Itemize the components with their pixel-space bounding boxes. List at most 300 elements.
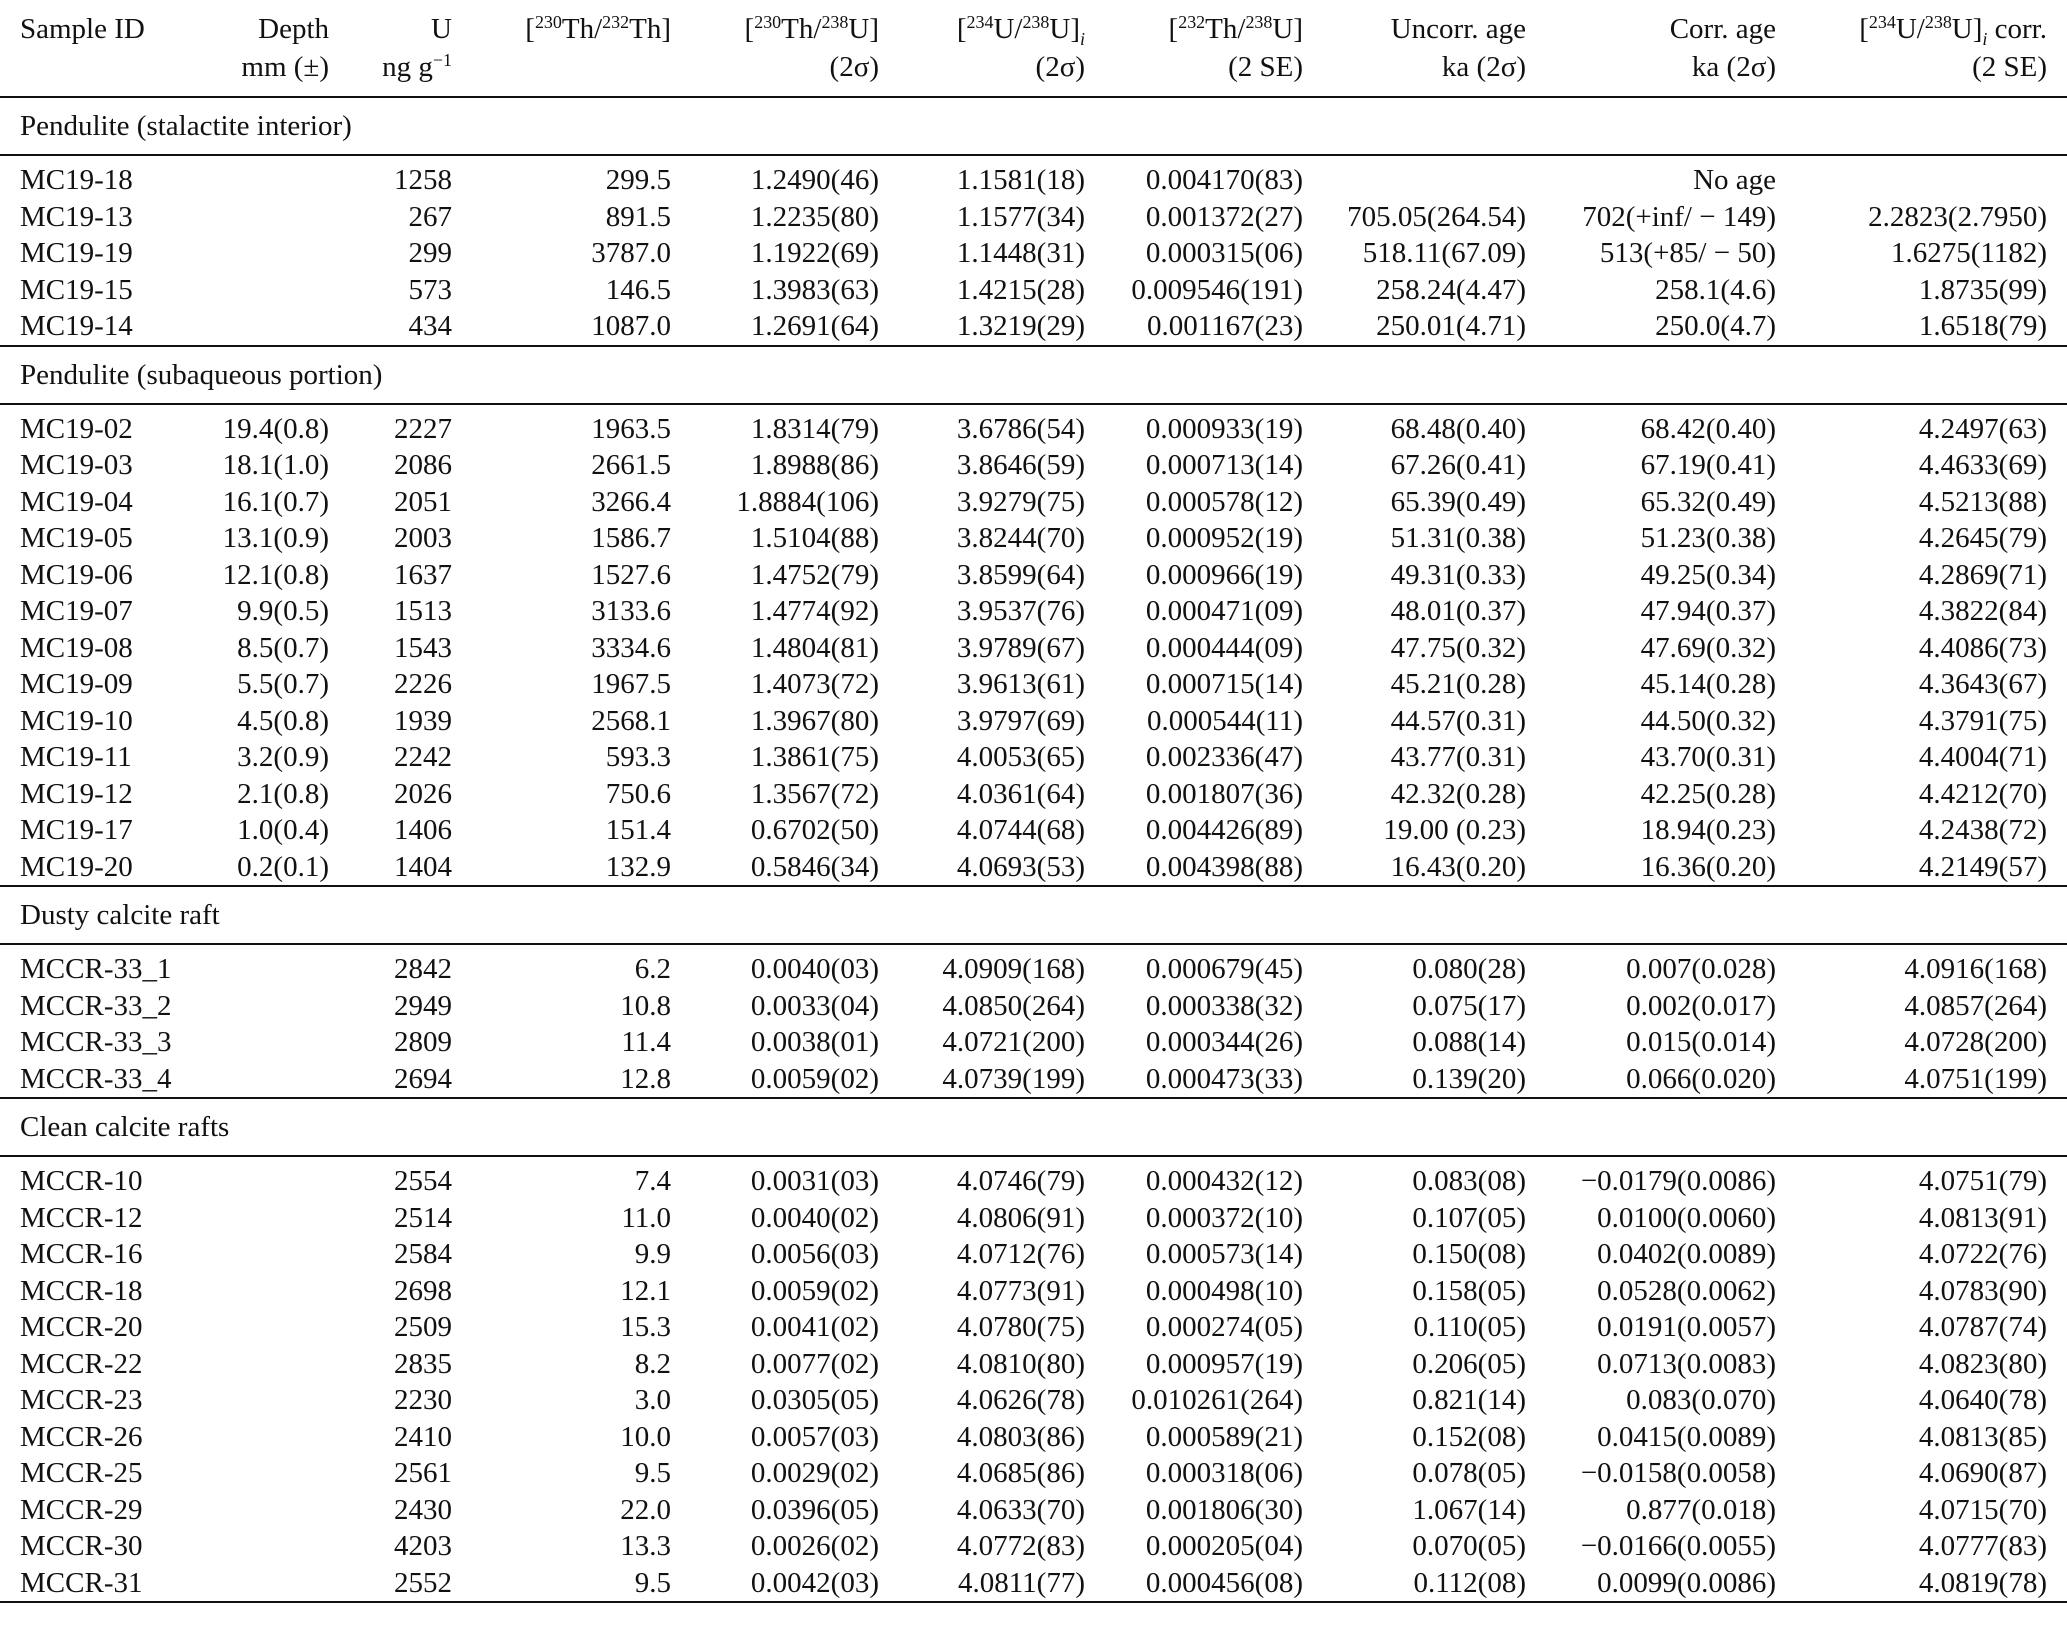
cell-sample-id: MCCR-25 — [20, 1457, 143, 1489]
cell-depth — [190, 1565, 337, 1603]
cell-th230-u238: 1.3967(80) — [750, 704, 879, 737]
header-uncorr-age-unit: ka (2σ) — [1311, 48, 1534, 97]
cell-u234-u238-corr: 1.8735(99) — [1918, 273, 2047, 306]
cell-th232-u238: 0.000589(21) — [1145, 1420, 1303, 1453]
cell-sample-id: MC19-05 — [20, 522, 133, 554]
cell-u234-u238: 3.9789(67) — [956, 631, 1085, 664]
table-row — [0, 1419, 2067, 1456]
cell-u-conc: 4203 — [394, 1530, 452, 1562]
cell-corr-age: 42.25(0.28) — [1640, 777, 1776, 810]
cell-uncorr-age: 51.31(0.38) — [1390, 522, 1526, 554]
table-row — [0, 593, 2067, 630]
cell-th230-u238: 0.0038(01) — [750, 1026, 879, 1058]
cell-u234-u238-corr: 4.4086(73) — [1918, 631, 2047, 664]
cell-th230-th232: 146.5 — [605, 273, 671, 306]
cell-uncorr-age: 0.110(05) — [1413, 1311, 1526, 1343]
cell-u234-u238-corr — [1784, 155, 2067, 199]
cell-uncorr-age: 0.112(08) — [1311, 1565, 1534, 1603]
cell-corr-age: 0.015(0.014) — [1626, 1026, 1776, 1058]
cell-sample-id: MCCR-33_3 — [20, 1026, 172, 1058]
cell-uncorr-age: 43.77(0.31) — [1390, 741, 1526, 773]
header-th230-th232: [$^{230}$Th/$^{232}$Th] — [525, 12, 671, 45]
cell-sample-id: MCCR-29 — [20, 1493, 143, 1526]
table-row — [0, 988, 2067, 1025]
cell-depth: 3.2(0.9) — [237, 741, 329, 773]
cell-corr-age: 0.002(0.017) — [1626, 989, 1776, 1022]
cell-u-conc: 2584 — [394, 1238, 452, 1270]
cell-depth — [190, 1309, 337, 1346]
cell-u234-u238: 4.0739(199) — [942, 1062, 1085, 1095]
header-uncorr-age: Uncorr. age — [1390, 13, 1526, 45]
cell-th230-th232: 6.2 — [634, 953, 671, 985]
cell-th232-u238: 0.000544(11) — [1147, 704, 1303, 737]
cell-depth — [190, 1156, 337, 1200]
cell-corr-age: 68.42(0.40) — [1640, 412, 1776, 445]
section-title: Clean calcite rafts — [0, 1098, 2067, 1156]
cell-depth — [190, 1382, 337, 1419]
table-row — [0, 812, 2067, 849]
cell-u-conc: 2430 — [394, 1493, 452, 1526]
cell-th230-u238: 0.0396(05) — [750, 1493, 879, 1526]
table-row — [0, 520, 2067, 557]
header-th230-th232-sub — [460, 48, 679, 97]
cell-corr-age: −0.0166(0.0055) — [1580, 1530, 1776, 1562]
cell-sample-id: MC19-13 — [20, 200, 133, 233]
cell-corr-age: 43.70(0.31) — [1640, 741, 1776, 773]
cell-corr-age: 65.32(0.49) — [1640, 485, 1776, 518]
cell-th232-u238: 0.000274(05) — [1145, 1311, 1303, 1343]
cell-th230-th232: 593.3 — [605, 741, 671, 773]
cell-u234-u238: 3.9279(75) — [956, 485, 1085, 518]
header-u: U — [431, 13, 452, 45]
cell-corr-age: 0.0528(0.0062) — [1597, 1274, 1776, 1307]
cell-th230-th232: 7.4 — [634, 1165, 671, 1197]
cell-depth: 18.1(1.0) — [222, 449, 329, 481]
cell-corr-age: No age — [1693, 164, 1776, 196]
cell-depth: 12.1(0.8) — [222, 558, 329, 591]
cell-u234-u238-corr: 4.3822(84) — [1918, 595, 2047, 627]
cell-depth: 9.9(0.5) — [237, 595, 329, 627]
cell-uncorr-age: 16.43(0.20) — [1390, 850, 1526, 883]
cell-th230-th232: 2568.1 — [591, 704, 671, 737]
cell-corr-age: 0.877(0.018) — [1626, 1493, 1776, 1526]
cell-u-conc: 1939 — [394, 704, 452, 737]
cell-u234-u238: 3.9613(61) — [956, 668, 1085, 700]
cell-u234-u238: 4.0773(91) — [956, 1274, 1085, 1307]
cell-u-conc: 2003 — [394, 522, 452, 554]
cell-th230-u238: 1.4752(79) — [750, 558, 879, 591]
section-title: Pendulite (subaqueous portion) — [0, 346, 2067, 404]
cell-uncorr-age: 0.150(08) — [1412, 1238, 1526, 1270]
cell-u234-u238: 4.0780(75) — [956, 1311, 1085, 1343]
table-row — [0, 1024, 2067, 1061]
cell-u234-u238: 4.0772(83) — [956, 1530, 1085, 1562]
cell-uncorr-age: 1.067(14) — [1412, 1493, 1526, 1526]
cell-th230-u238: 0.6702(50) — [750, 814, 879, 846]
cell-corr-age: 250.0(4.7) — [1655, 310, 1776, 342]
cell-th230-u238: 0.0059(02) — [750, 1062, 879, 1095]
cell-depth — [190, 1492, 337, 1529]
cell-th230-u238: 0.0033(04) — [750, 989, 879, 1022]
cell-th232-u238: 0.010261(264) — [1131, 1384, 1303, 1416]
cell-corr-age: 702(+inf/ − 149) — [1582, 200, 1776, 233]
cell-depth — [190, 1024, 337, 1061]
cell-uncorr-age: 250.01(4.71) — [1376, 310, 1526, 342]
cell-th230-th232: 11.0 — [621, 1201, 671, 1234]
section-header-row — [0, 1098, 2067, 1156]
section-title: Pendulite (stalactite interior) — [0, 97, 2067, 155]
cell-depth — [190, 1346, 337, 1383]
cell-th230-th232: 22.0 — [620, 1493, 671, 1526]
cell-u234-u238-corr: 1.6518(79) — [1918, 310, 2047, 342]
cell-sample-id: MC19-10 — [20, 704, 133, 737]
table-row — [0, 1156, 2067, 1200]
cell-corr-age: 0.0100(0.0060) — [1597, 1201, 1776, 1234]
cell-th230-th232: 3.0 — [634, 1384, 671, 1416]
cell-sample-id: MC19-08 — [20, 631, 133, 664]
cell-u234-u238-corr: 4.0916(168) — [1904, 953, 2047, 985]
cell-u234-u238: 4.0746(79) — [956, 1165, 1085, 1197]
cell-sample-id: MC19-14 — [20, 310, 133, 342]
section-header-row — [0, 97, 2067, 155]
cell-uncorr-age: 0.158(05) — [1412, 1274, 1526, 1307]
cell-depth: 0.2(0.1) — [237, 850, 329, 883]
header-corr-age: Corr. age — [1669, 13, 1776, 45]
cell-corr-age: 0.083(0.070) — [1626, 1384, 1776, 1416]
cell-u-conc: 2242 — [394, 741, 452, 773]
cell-uncorr-age: 0.139(20) — [1412, 1062, 1526, 1095]
cell-th230-u238: 0.0305(05) — [750, 1384, 879, 1416]
cell-u-conc: 2509 — [394, 1311, 452, 1343]
cell-u-conc: 1258 — [394, 164, 452, 196]
cell-sample-id: MCCR-18 — [20, 1274, 143, 1307]
cell-th230-th232: 1087.0 — [591, 310, 671, 342]
table-row — [0, 557, 2067, 594]
cell-u234-u238-corr: 4.0751(199) — [1904, 1062, 2047, 1095]
cell-u234-u238: 3.8244(70) — [956, 522, 1085, 554]
cell-th230-th232: 750.6 — [605, 777, 671, 810]
cell-depth — [190, 155, 337, 199]
table-row — [0, 404, 2067, 448]
cell-uncorr-age: 0.083(08) — [1412, 1165, 1526, 1197]
header-depth: Depth — [258, 13, 329, 45]
cell-sample-id: MCCR-22 — [20, 1347, 143, 1380]
cell-th232-u238: 0.001806(30) — [1145, 1493, 1303, 1526]
cell-u-conc: 1406 — [394, 814, 452, 846]
cell-th230-th232: 15.3 — [620, 1311, 671, 1343]
cell-u234-u238-corr: 4.5213(88) — [1918, 485, 2047, 518]
cell-u-conc: 1637 — [394, 558, 452, 591]
cell-corr-age: 45.14(0.28) — [1640, 668, 1776, 700]
cell-sample-id: MC19-11 — [20, 741, 132, 773]
cell-depth — [190, 1528, 337, 1565]
cell-uncorr-age: 68.48(0.40) — [1390, 412, 1526, 445]
header-u-unit: ng $g^{-1}$ — [337, 48, 460, 97]
table-row — [0, 155, 2067, 199]
cell-th232-u238: 0.001167(23) — [1147, 310, 1303, 342]
cell-sample-id: MC19-18 — [20, 164, 133, 196]
cell-th230-th232: 132.9 — [605, 850, 671, 883]
cell-sample-id: MC19-07 — [20, 595, 133, 627]
cell-depth — [190, 199, 337, 236]
cell-u234-u238-corr: 4.0813(91) — [1918, 1201, 2047, 1234]
cell-u234-u238: 4.0721(200) — [942, 1026, 1085, 1058]
cell-u-conc: 299 — [408, 237, 452, 269]
cell-u234-u238: 4.0685(86) — [956, 1457, 1085, 1489]
cell-u234-u238-corr: 4.2149(57) — [1918, 850, 2047, 883]
cell-th230-u238: 0.0041(02) — [750, 1311, 879, 1343]
cell-th230-u238: 1.5104(88) — [750, 522, 879, 554]
cell-th230-u238: 0.5846(34) — [750, 850, 879, 883]
cell-u234-u238: 1.1577(34) — [956, 200, 1085, 233]
cell-depth: 4.5(0.8) — [237, 704, 329, 737]
cell-th230-th232: 10.0 — [620, 1420, 671, 1453]
cell-u234-u238-corr: 1.6275(1182) — [1891, 237, 2047, 269]
cell-corr-age: 0.066(0.020) — [1626, 1062, 1776, 1095]
cell-sample-id: MC19-09 — [20, 668, 133, 700]
cell-depth: 8.5(0.7) — [237, 631, 329, 664]
cell-th230-th232: 299.5 — [605, 164, 671, 196]
cell-sample-id: MC19-04 — [20, 485, 133, 518]
cell-corr-age: 0.007(0.028) — [1626, 953, 1776, 985]
cell-th230-th232: 8.2 — [634, 1347, 671, 1380]
cell-u234-u238: 3.8599(64) — [956, 558, 1085, 591]
cell-u234-u238: 4.0806(91) — [956, 1201, 1085, 1234]
cell-depth — [190, 272, 337, 309]
cell-uncorr-age: 0.152(08) — [1412, 1420, 1526, 1453]
cell-th230-th232: 3133.6 — [591, 595, 671, 627]
header-corr-age-unit: ka (2σ) — [1534, 48, 1784, 97]
cell-th230-th232: 13.3 — [620, 1530, 671, 1562]
cell-u-conc: 2226 — [394, 668, 452, 700]
table-row — [0, 849, 2067, 887]
cell-th230-th232: 3266.4 — [591, 485, 671, 518]
cell-corr-age: 258.1(4.6) — [1655, 273, 1776, 306]
cell-sample-id: MCCR-23 — [20, 1384, 143, 1416]
cell-th232-u238: 0.000318(06) — [1145, 1457, 1303, 1489]
cell-th232-u238: 0.000338(32) — [1145, 989, 1303, 1022]
cell-uncorr-age: 0.075(17) — [1412, 989, 1526, 1022]
header-th230-u238-err: (2σ) — [679, 48, 887, 97]
cell-th232-u238: 0.000372(10) — [1145, 1201, 1303, 1234]
data-table-container — [0, 8, 2067, 1603]
cell-u234-u238-corr: 4.3643(67) — [1918, 668, 2047, 700]
table-row — [0, 630, 2067, 667]
cell-u234-u238-corr: 2.2823(2.7950) — [1868, 200, 2047, 233]
cell-uncorr-age: 48.01(0.37) — [1390, 595, 1526, 627]
table-row — [0, 1528, 2067, 1565]
cell-u234-u238: 3.9537(76) — [956, 595, 1085, 627]
cell-u234-u238: 4.0909(168) — [942, 953, 1085, 985]
cell-u234-u238-corr: 4.0751(79) — [1918, 1165, 2047, 1197]
cell-u234-u238: 4.0633(70) — [956, 1493, 1085, 1526]
cell-sample-id: MCCR-16 — [20, 1238, 143, 1270]
cell-u-conc: 2554 — [394, 1165, 452, 1197]
table-row — [0, 703, 2067, 740]
table-row — [0, 1455, 2067, 1492]
cell-th230-u238: 0.0057(03) — [750, 1420, 879, 1453]
cell-u234-u238: 3.8646(59) — [956, 449, 1085, 481]
table-header — [0, 8, 2067, 97]
cell-th230-th232: 1967.5 — [591, 668, 671, 700]
table-row — [0, 1492, 2067, 1529]
cell-uncorr-age: 44.57(0.31) — [1390, 704, 1526, 737]
cell-th230-u238: 1.8314(79) — [750, 412, 879, 445]
cell-uncorr-age: 19.00 (0.23) — [1383, 814, 1526, 846]
table-row — [0, 666, 2067, 703]
cell-u234-u238-corr: 4.4004(71) — [1918, 741, 2047, 773]
cell-th230-th232: 891.5 — [605, 200, 671, 233]
cell-sample-id: MC19-20 — [20, 850, 133, 883]
table-row — [0, 1236, 2067, 1273]
cell-th230-th232: 12.1 — [620, 1274, 671, 1307]
cell-u234-u238: 4.0810(80) — [956, 1347, 1085, 1380]
cell-u234-u238: 4.0361(64) — [956, 777, 1085, 810]
cell-th232-u238: 0.000344(26) — [1145, 1026, 1303, 1058]
cell-u234-u238-corr: 4.4633(69) — [1918, 449, 2047, 481]
header-u234-u238: $[^{234}U/^{238}U]_i$ — [956, 12, 1085, 49]
cell-th232-u238: 0.000713(14) — [1145, 449, 1303, 481]
cell-u234-u238-corr: 4.0857(264) — [1904, 989, 2047, 1022]
table-row — [0, 1200, 2067, 1237]
cell-th232-u238: 0.000952(19) — [1145, 522, 1303, 554]
cell-sample-id: MCCR-33_4 — [20, 1062, 172, 1095]
cell-u234-u238: 4.0626(78) — [956, 1384, 1085, 1416]
table-row — [0, 272, 2067, 309]
header-u234-u238-err: (2σ) — [887, 48, 1093, 97]
cell-depth — [190, 1061, 337, 1099]
cell-th232-u238: 0.004426(89) — [1145, 814, 1303, 846]
cell-th230-u238: 0.0029(02) — [750, 1457, 879, 1489]
cell-th230-u238: 0.0031(03) — [750, 1165, 879, 1197]
table-row — [0, 1565, 2067, 1603]
cell-th230-th232: 9.5 — [460, 1565, 679, 1603]
cell-th230-u238: 0.0056(03) — [750, 1238, 879, 1270]
cell-depth — [190, 1455, 337, 1492]
cell-u234-u238-corr: 4.2645(79) — [1918, 522, 2047, 554]
cell-sample-id: MCCR-33_1 — [20, 953, 172, 985]
cell-th230-th232: 1586.7 — [591, 522, 671, 554]
cell-u234-u238-corr: 4.0813(85) — [1918, 1420, 2047, 1453]
cell-th230-th232: 11.4 — [621, 1026, 671, 1058]
cell-u234-u238-corr: 4.0728(200) — [1904, 1026, 2047, 1058]
cell-u-conc: 2842 — [394, 953, 452, 985]
cell-uncorr-age: 0.080(28) — [1412, 953, 1526, 985]
cell-u-conc: 434 — [408, 310, 452, 342]
cell-corr-age: −0.0179(0.0086) — [1580, 1165, 1776, 1197]
cell-uncorr-age: 49.31(0.33) — [1390, 558, 1526, 591]
cell-th230-th232: 3334.6 — [591, 631, 671, 664]
cell-depth — [190, 235, 337, 272]
cell-u-conc: 1543 — [394, 631, 452, 664]
cell-sample-id: MC19-02 — [20, 412, 133, 445]
cell-th232-u238: 0.000205(04) — [1145, 1530, 1303, 1562]
cell-th230-u238: 0.0026(02) — [750, 1530, 879, 1562]
header-u234-corr-err: (2 SE) — [1784, 48, 2067, 97]
cell-sample-id: MC19-15 — [20, 273, 133, 306]
cell-th232-u238: 0.000573(14) — [1145, 1238, 1303, 1270]
cell-depth — [190, 1236, 337, 1273]
cell-corr-age: 47.94(0.37) — [1640, 595, 1776, 627]
header-th232-u238: [$^{232}$Th/$^{238}$U] — [1168, 12, 1303, 45]
cell-u234-u238: 4.0744(68) — [956, 814, 1085, 846]
cell-u-conc: 2227 — [394, 412, 452, 445]
cell-uncorr-age: 47.75(0.32) — [1390, 631, 1526, 664]
cell-u-conc: 2514 — [394, 1201, 452, 1234]
cell-uncorr-age: 45.21(0.28) — [1390, 668, 1526, 700]
cell-th232-u238: 0.000933(19) — [1145, 412, 1303, 445]
cell-th230-u238: 1.3983(63) — [750, 273, 879, 306]
cell-u234-u238-corr: 4.3791(75) — [1918, 704, 2047, 737]
header-th230-u238: [$^{230}$Th/$^{238}$U] — [744, 12, 879, 45]
cell-sample-id: MCCR-20 — [20, 1311, 143, 1343]
cell-sample-id: MCCR-26 — [20, 1420, 143, 1453]
cell-u-conc: 2410 — [394, 1420, 452, 1453]
cell-u-conc: 2051 — [394, 485, 452, 518]
cell-depth — [190, 988, 337, 1025]
cell-th232-u238: 0.000679(45) — [1145, 953, 1303, 985]
cell-th232-u238: 0.001372(27) — [1145, 200, 1303, 233]
cell-u234-u238: 4.0850(264) — [942, 989, 1085, 1022]
cell-th230-u238: 1.4774(92) — [750, 595, 879, 627]
cell-th230-u238: 0.0042(03) — [679, 1565, 887, 1603]
cell-u234-u238-corr: 4.4212(70) — [1918, 777, 2047, 810]
cell-u234-u238: 4.0803(86) — [956, 1420, 1085, 1453]
cell-u-conc: 2698 — [394, 1274, 452, 1307]
cell-uncorr-age: 0.070(05) — [1412, 1530, 1526, 1562]
cell-u234-u238-corr: 4.0783(90) — [1918, 1274, 2047, 1307]
table-row — [0, 1346, 2067, 1383]
cell-u234-u238: 4.0712(76) — [956, 1238, 1085, 1270]
cell-th232-u238: 0.000957(19) — [1145, 1347, 1303, 1380]
cell-u234-u238-corr: 4.0722(76) — [1918, 1238, 2047, 1270]
cell-th230-u238: 1.8988(86) — [750, 449, 879, 481]
cell-u234-u238-corr: 4.0715(70) — [1918, 1493, 2047, 1526]
cell-uncorr-age: 258.24(4.47) — [1376, 273, 1526, 306]
header-sample-id: Sample ID — [20, 13, 145, 45]
cell-u-conc: 1404 — [394, 850, 452, 883]
cell-th230-u238: 0.0059(02) — [750, 1274, 879, 1307]
cell-corr-age: 67.19(0.41) — [1640, 449, 1776, 481]
cell-u-conc: 2230 — [394, 1384, 452, 1416]
cell-u234-u238-corr: 4.0777(83) — [1918, 1530, 2047, 1562]
cell-th230-th232: 1527.6 — [591, 558, 671, 591]
cell-th230-u238: 1.2235(80) — [750, 200, 879, 233]
cell-u234-u238: 1.1448(31) — [956, 237, 1085, 269]
cell-th230-u238: 1.4073(72) — [750, 668, 879, 700]
section-title: Dusty calcite raft — [0, 886, 2067, 944]
table-row — [0, 199, 2067, 236]
cell-sample-id: MCCR-30 — [20, 1530, 143, 1562]
cell-th230-u238: 1.8884(106) — [736, 485, 879, 518]
cell-uncorr-age: 0.088(14) — [1412, 1026, 1526, 1058]
table-row — [0, 308, 2067, 346]
cell-u-conc: 2026 — [394, 777, 452, 810]
cell-depth: 19.4(0.8) — [222, 412, 329, 445]
table-row — [0, 944, 2067, 988]
cell-th230-u238: 1.4804(81) — [750, 631, 879, 664]
cell-u234-u238: 3.6786(54) — [956, 412, 1085, 445]
cell-th232-u238: 0.000715(14) — [1145, 668, 1303, 700]
cell-th230-th232: 1963.5 — [591, 412, 671, 445]
cell-corr-age: 513(+85/ − 50) — [1599, 237, 1776, 269]
cell-u234-u238: 4.0693(53) — [956, 850, 1085, 883]
cell-uncorr-age: 0.821(14) — [1412, 1384, 1526, 1416]
cell-u234-u238-corr: 4.2497(63) — [1918, 412, 2047, 445]
cell-corr-age: 0.0415(0.0089) — [1597, 1420, 1776, 1453]
table-row — [0, 484, 2067, 521]
cell-u234-u238-corr: 4.2438(72) — [1918, 814, 2047, 846]
